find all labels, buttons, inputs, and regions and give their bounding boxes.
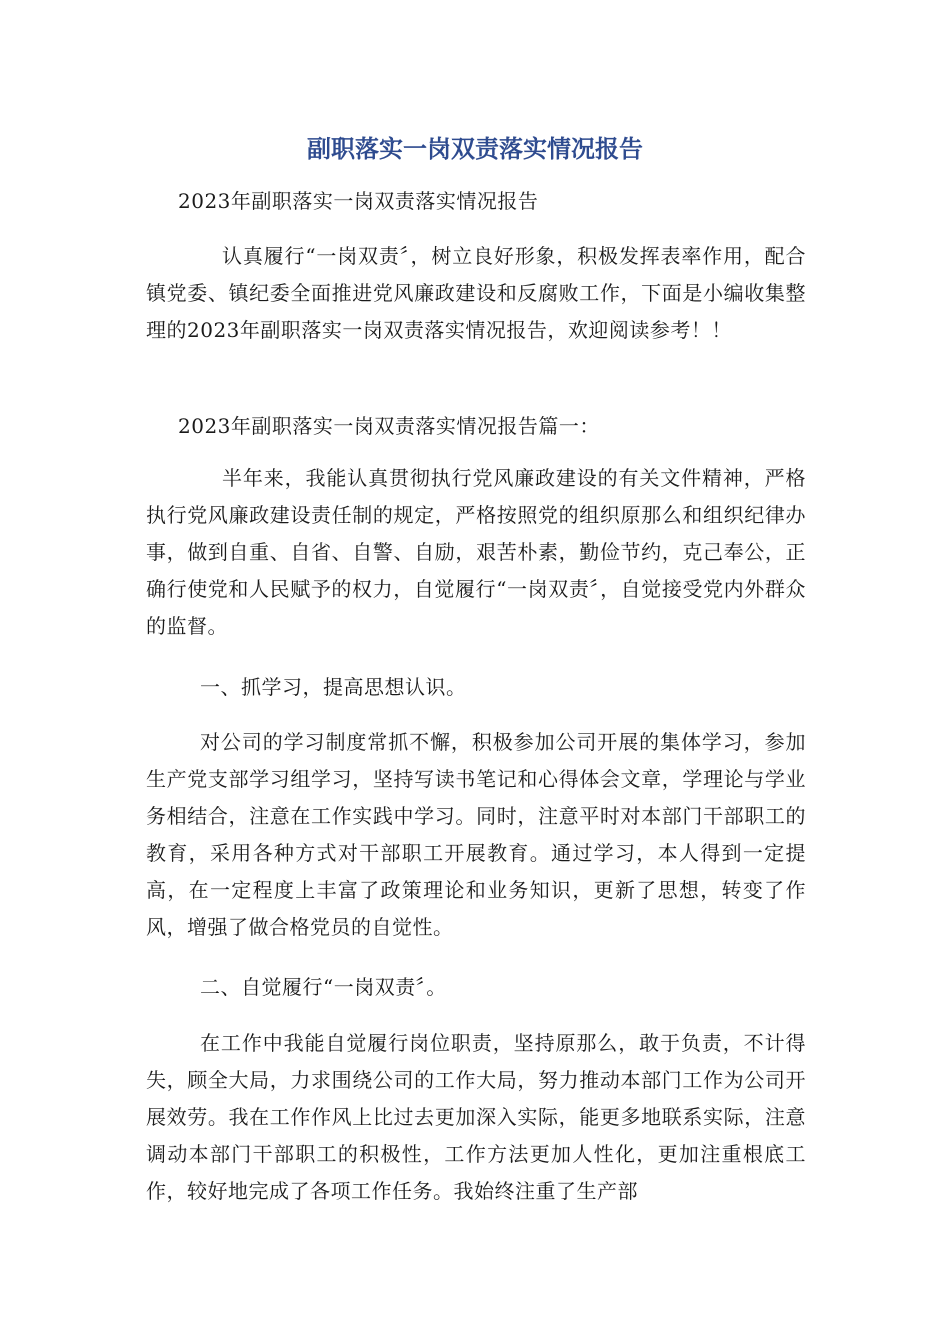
section-2-heading: 二、自觉履行“一岗双责〞。 — [200, 975, 447, 999]
intro-paragraph: 认真履行“一岗双责〞，树立良好形象，积极发挥表率作用，配合镇党委、镇纪委全面推进党风廉政建设和反腐败工作，下面是小编收集整理的2023年副职落实一岗双责落实情况报告，欢迎阅读参考！！ — [146, 244, 806, 342]
document-subtitle: 2023年副职落实一岗双责落实情况报告 — [178, 189, 539, 213]
part-heading: 2023年副职落实一岗双责落实情况报告篇一： — [178, 414, 600, 438]
document-title: 副职落实一岗双责落实情况报告 — [307, 135, 643, 163]
section-1-body: 对公司的学习制度常抓不懈，积极参加公司开展的集体学习，参加生产党支部学习组学习，坚持写读书笔记和心得体会文章，学理论与学业务相结合，注意在工作实践中学习。同时，注意平时对本部门干部职工的教育，采用各种方式对干部职工开展教育。通过学习，本人得到一定提高，在一定程度上丰富了政策理论和业务知识，更新了思想，转变了作风，增强了做合格党员的自觉性。 — [146, 730, 806, 939]
section-1-heading: 一、抓学习，提高思想认识。 — [200, 675, 467, 699]
section-2-body: 在工作中我能自觉履行岗位职责，坚持原那么，敢于负责，不计得失，顾全大局，力求围绕公司的工作大局，努力推动本部门工作为公司开展效劳。我在工作作风上比过去更加深入实际，能更多地联系实际，注意调动本部门干部职工的积极性，工作方法更加人性化，更加注重根底工作，较好地完成了各项工作任务。我始终注重了生产部 — [146, 1031, 806, 1203]
body-paragraph-1: 半年来，我能认真贯彻执行党风廉政建设的有关文件精神，严格执行党风廉政建设责任制的规定，严格按照党的组织原那么和组织纪律办事，做到自重、自省、自警、自励，艰苦朴素，勤俭节约，克己奉公，正确行使党和人民赋予的权力，自觉履行“一岗双责〞，自觉接受党内外群众的监督。 — [146, 466, 806, 638]
